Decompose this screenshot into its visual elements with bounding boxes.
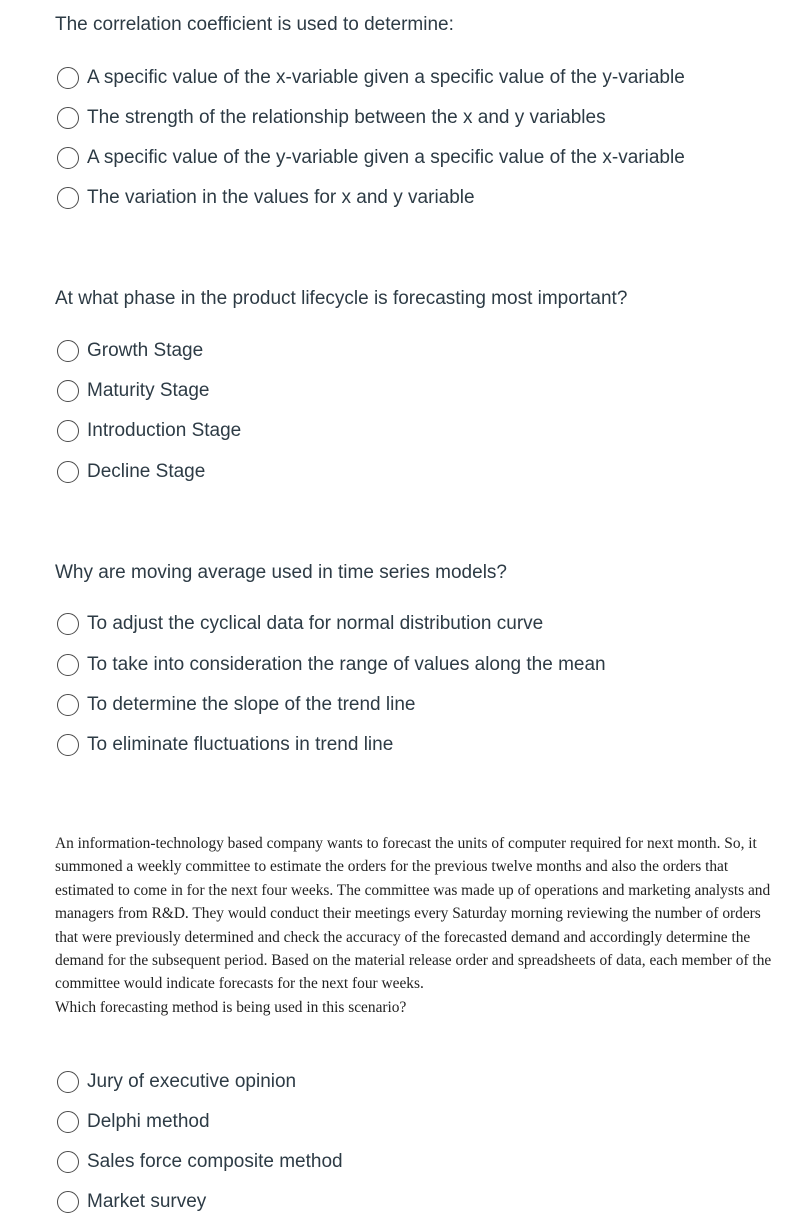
question-3-option-3[interactable] [57,692,415,718]
radio-button[interactable] [57,1191,79,1213]
question-2-option-2[interactable] [57,378,210,404]
question-4-prompt: Which forecasting method is being used in this scenario? [55,998,407,1016]
question-2-option-3[interactable] [57,418,241,444]
radio-button[interactable] [57,1111,79,1133]
question-2-option-1[interactable] [57,338,203,364]
question-1-option-3[interactable] [57,145,685,171]
question-4-scenario [55,832,773,1019]
option-label: To take into consideration the range of values along the mean [87,654,606,675]
question-1-option-1[interactable] [57,65,685,91]
radio-button[interactable] [57,420,79,442]
option-label: The strength of the relationship between the x and y variables [87,107,606,128]
radio-button[interactable] [57,340,79,362]
radio-button[interactable] [57,461,79,483]
option-label: Delphi method [87,1111,210,1132]
option-label: To adjust the cyclical data for normal distribution curve [87,613,544,634]
option-label: Market survey [87,1191,207,1212]
radio-button[interactable] [57,1071,79,1093]
radio-button[interactable] [57,107,79,129]
radio-button[interactable] [57,67,79,89]
question-1-option-4[interactable] [57,185,475,211]
question-1-option-2[interactable] [57,105,606,131]
radio-button[interactable] [57,734,79,756]
option-label: To eliminate fluctuations in trend line [87,734,394,755]
option-label: Growth Stage [87,340,204,361]
option-label: Maturity Stage [87,380,210,401]
question-3-prompt: Why are moving average used in time series models? [55,562,507,583]
radio-button[interactable] [57,654,79,676]
question-4-option-2[interactable] [57,1109,210,1135]
option-label: To determine the slope of the trend line [87,694,416,715]
question-3-option-2[interactable] [57,652,606,678]
question-4-option-1[interactable] [57,1069,296,1095]
radio-button[interactable] [57,380,79,402]
question-4-option-3[interactable] [57,1149,343,1175]
question-1-prompt: The correlation coefficient is used to determine: [55,14,454,35]
question-2-prompt: At what phase in the product lifecycle is forecasting most important? [55,288,628,309]
question-3-option-1[interactable] [57,611,543,637]
option-label: Sales force composite method [87,1151,343,1172]
radio-button[interactable] [57,694,79,716]
radio-button[interactable] [57,187,79,209]
radio-button[interactable] [57,1151,79,1173]
option-label: A specific value of the x-variable given a specific value of the y-variable [87,67,685,88]
option-label: Jury of executive opinion [87,1071,297,1092]
option-label: The variation in the values for x and y variable [87,187,475,208]
option-label: Decline Stage [87,461,206,482]
question-4-option-4[interactable] [57,1189,206,1215]
radio-button[interactable] [57,613,79,635]
question-2-option-4[interactable] [57,459,205,485]
scenario-text: An information-technology based company wants to forecast the units of computer required for next month. So, it summoned a weekly committee to estimate the orders for the previous twelve months and also the orders that estimated to come in for the next four weeks. The committee was made up of operations and marketing analysts and managers from R&D. They would conduct their meetings every Saturday morning reviewing the number of orders that were previously determined and check the accuracy of the forecasted demand and accordingly determine the demand for the subsequent period. Based on the material release order and spreadsheets of data, each member of the committee would indicate forecasts for the next four weeks. [55,835,772,993]
option-label: A specific value of the y-variable given a specific value of the x-variable [87,147,685,168]
option-label: Introduction Stage [87,420,242,441]
question-3-option-4[interactable] [57,732,393,758]
radio-button[interactable] [57,147,79,169]
